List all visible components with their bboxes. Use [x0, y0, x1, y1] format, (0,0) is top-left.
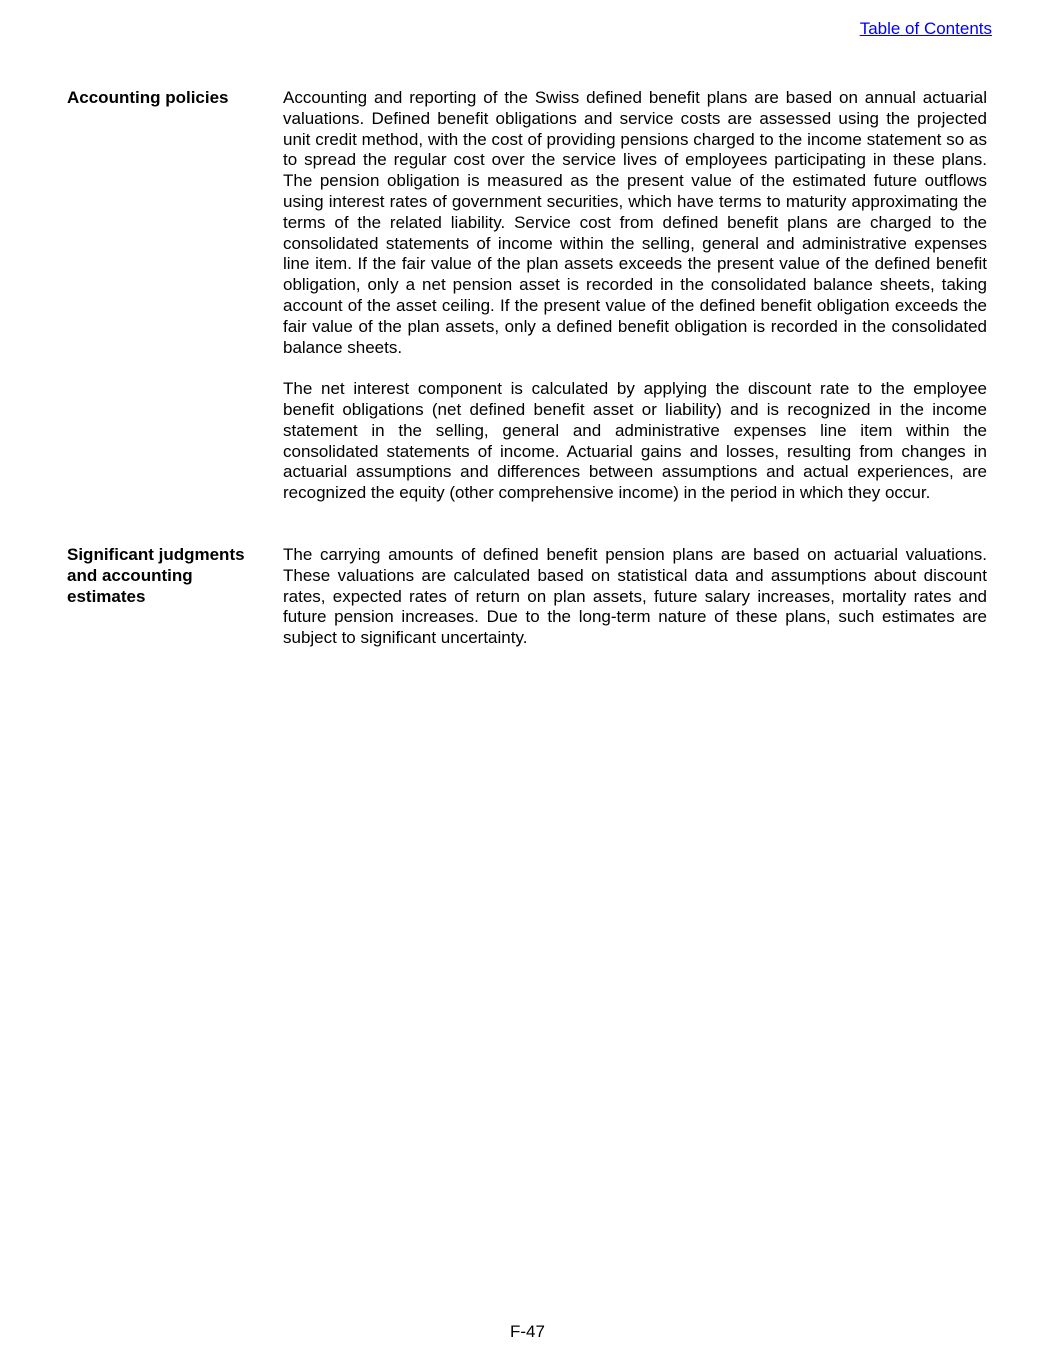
paragraph: The carrying amounts of defined benefit pension plans are based on actuarial valuations. These valuations are calculated based on statistical data and assumptions about discount rates, expected rates of return on plan assets, future salary increases, mortality rates and future pension increases. Due to the long-term nature of these plans, such estimates are subject to significant uncertainty. [283, 545, 987, 648]
section-label-significant-judgments: Significant judgments and accounting estimates [67, 545, 245, 606]
section-label-accounting-policies: Accounting policies [67, 88, 229, 107]
section-body-significant-judgments [283, 545, 987, 649]
section-body-accounting-policies [283, 88, 987, 504]
paragraph: Accounting and reporting of the Swiss defined benefit plans are based on annual actuarial valuations. Defined benefit obligations and service costs are assessed using the projected unit credit method, with the cost of providing pensions charged to the income statement so as to spread the regular cost over the service lives of employees participating in these plans. The pension obligation is measured as the present value of the estimated future outflows using interest rates of government securities, which have terms to maturity approximating the terms of the related liability. Service cost from defined benefit plans are charged to the consolidated statements of income within the selling, general and administrative expenses line item. If the fair value of the plan assets exceeds the present value of the defined benefit obligation, only a net pension asset is recorded in the consolidated balance sheets, taking account of the asset ceiling. If the present value of the defined benefit obligation exceeds the fair value of the plan assets, only a defined benefit obligation is recorded in the consolidated balance sheets. [283, 88, 987, 357]
table-of-contents-link[interactable]: Table of Contents [859, 19, 992, 38]
paragraph: The net interest component is calculated by applying the discount rate to the employee benefit obligations (net defined benefit asset or liability) and is recognized in the income statement in the selling, general and administrative expenses line item within the consolidated statements of income. Actuarial gains and losses, resulting from changes in actuarial assumptions and differences between assumptions and actual experiences, are recognized the equity (other comprehensive income) in the period in which they occur. [283, 379, 987, 503]
page-number: F-47 [510, 1322, 545, 1341]
